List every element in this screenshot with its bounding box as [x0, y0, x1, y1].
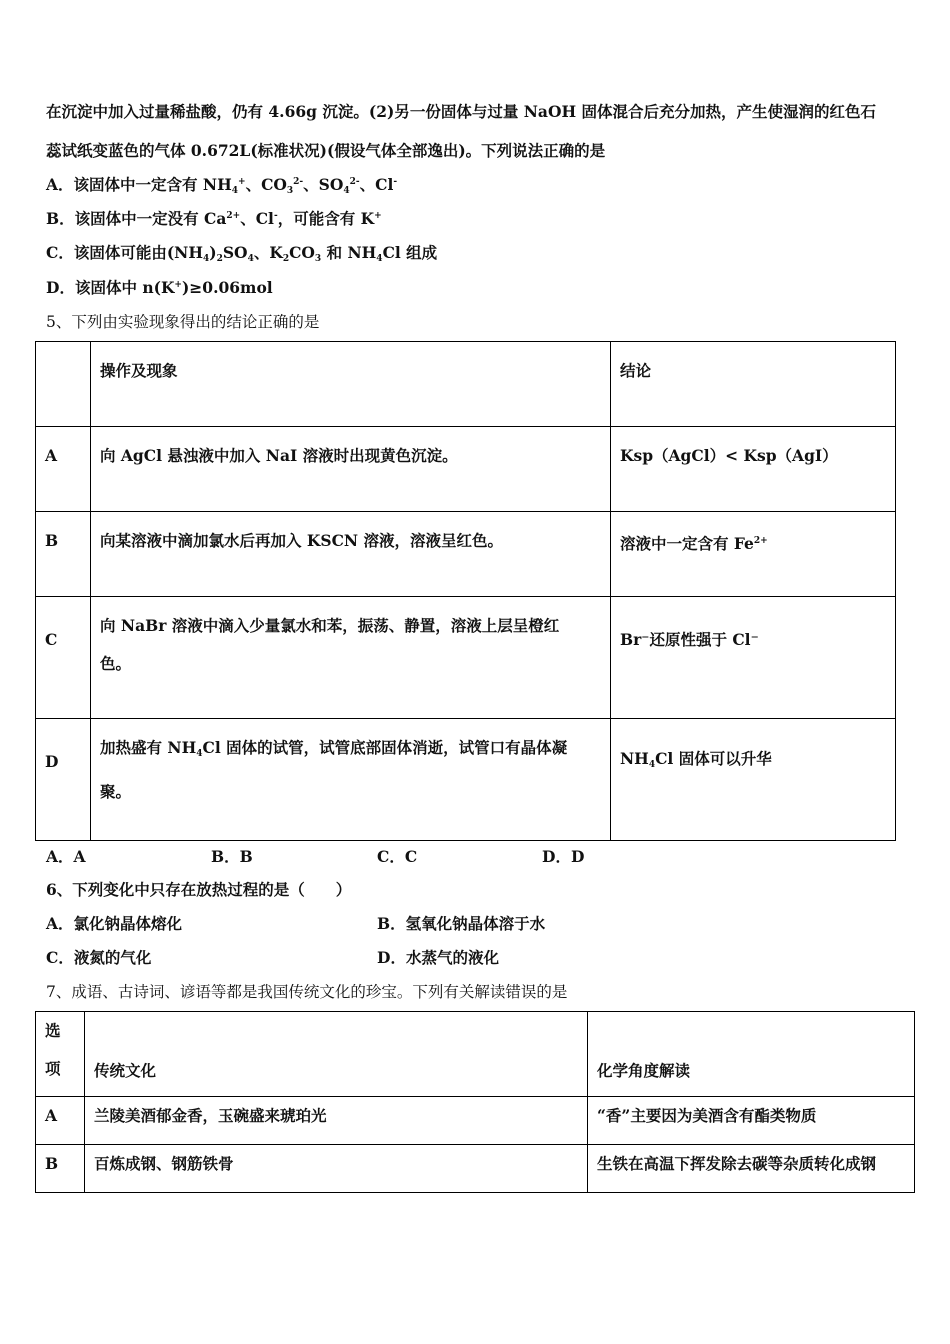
q5-row-op: 加热盛有 $NH_4Cl$ 固体的试管，试管底部固体消逝，试管口有晶体凝聚。	[91, 719, 611, 841]
q7-stem: 7、成语、古诗词、谚语等都是我国传统文化的珍宝。下列有关解读错误的是	[46, 983, 568, 1001]
q7-header-col1: 选 项	[36, 1012, 85, 1097]
q7-row-b	[36, 1145, 915, 1193]
q4-option-c: C．该固体可能由$(NH_4)_2SO_4$、$K_2CO_3$ 和 $NH_4Cl$ 组成	[46, 243, 438, 264]
q6-option-a: A．氯化钠晶体熔化	[46, 914, 183, 933]
q6-option-d: D．水蒸气的液化	[377, 948, 499, 967]
q5-row-label: A	[36, 427, 91, 512]
q5-row-d	[36, 719, 896, 841]
q6-stem: 6、下列变化中只存在放热过程的是（ ）	[46, 880, 352, 899]
q5-option-b: B．B	[211, 847, 253, 866]
q5-row-a	[36, 427, 896, 512]
q5-row-conc: Ksp（AgCl）< Ksp（AgI）	[611, 427, 896, 512]
q5-header-col1	[36, 342, 91, 427]
intro-line-2: 蕊试纸变蓝色的气体 0.672L(标准状况)(假设气体全部逸出)。下列说法正确的是	[46, 141, 606, 160]
q5-header-row	[36, 342, 896, 427]
q5-row-op: 向 AgCl 悬浊液中加入 NaI 溶液时出现黄色沉淀。	[91, 427, 611, 512]
q5-row-op: 向 NaBr 溶液中滴入少量氯水和苯，振荡、静置，溶液上层呈橙红色。	[91, 597, 611, 719]
q5-stem: 5、下列由实验现象得出的结论正确的是	[46, 313, 320, 331]
q7-row-culture: 百炼成钢、钢筋铁骨	[85, 1145, 588, 1193]
q7-header-col2: 传统文化	[85, 1012, 588, 1097]
q5-row-label: C	[36, 597, 91, 719]
q5-row-c	[36, 597, 896, 719]
q5-row-conc: 溶液中一定含有 $Fe^{2+}$	[611, 512, 896, 597]
q5-header-col2: 操作及现象	[91, 342, 611, 427]
q7-row-label: B	[36, 1145, 85, 1193]
q4-option-d: D．该固体中 n(K+)≥0.06mol	[46, 278, 273, 297]
q4-option-a: A．该固体中一定含有 $NH_4^+$、$CO_3^{2-}$、$SO_4^{2-}$、Cl-	[46, 175, 398, 196]
q7-row-a	[36, 1097, 915, 1145]
q7-row-culture: 兰陵美酒郁金香，玉碗盛来琥珀光	[85, 1097, 588, 1145]
q7-table	[35, 1011, 915, 1193]
q5-row-label: B	[36, 512, 91, 597]
q6-option-b: B．氢氧化钠晶体溶于水	[377, 914, 546, 933]
q5-row-label: D	[36, 719, 91, 841]
q7-row-reading: “香”主要因为美酒含有酯类物质	[588, 1097, 915, 1145]
q5-row-conc: $NH_4Cl$ 固体可以升华	[611, 719, 896, 841]
intro-line-1: 在沉淀中加入过量稀盐酸，仍有 4.66g 沉淀。(2)另一份固体与过量 NaOH 固体混合后充分加热，产生使湿润的红色石	[46, 102, 876, 121]
q5-option-c: C．C	[377, 847, 418, 866]
q7-row-reading: 生铁在高温下挥发除去碳等杂质转化成钢	[588, 1145, 915, 1193]
q5-row-b	[36, 512, 896, 597]
q6-option-c: C．液氮的气化	[46, 948, 152, 967]
q5-option-d: D．D	[542, 847, 585, 866]
q4-option-b: B．该固体中一定没有 $Ca^{2+}$、Cl-，可能含有 K+	[46, 209, 382, 228]
q5-header-col3: 结论	[611, 342, 896, 427]
q7-row-label: A	[36, 1097, 85, 1145]
q5-row-conc: Br⁻还原性强于 Cl⁻	[611, 597, 896, 719]
q5-table	[35, 341, 896, 841]
q5-option-a: A．A	[46, 847, 86, 866]
q7-header-row	[36, 1012, 915, 1097]
q5-row-op: 向某溶液中滴加氯水后再加入 KSCN 溶液，溶液呈红色。	[91, 512, 611, 597]
q7-header-col3: 化学角度解读	[588, 1012, 915, 1097]
